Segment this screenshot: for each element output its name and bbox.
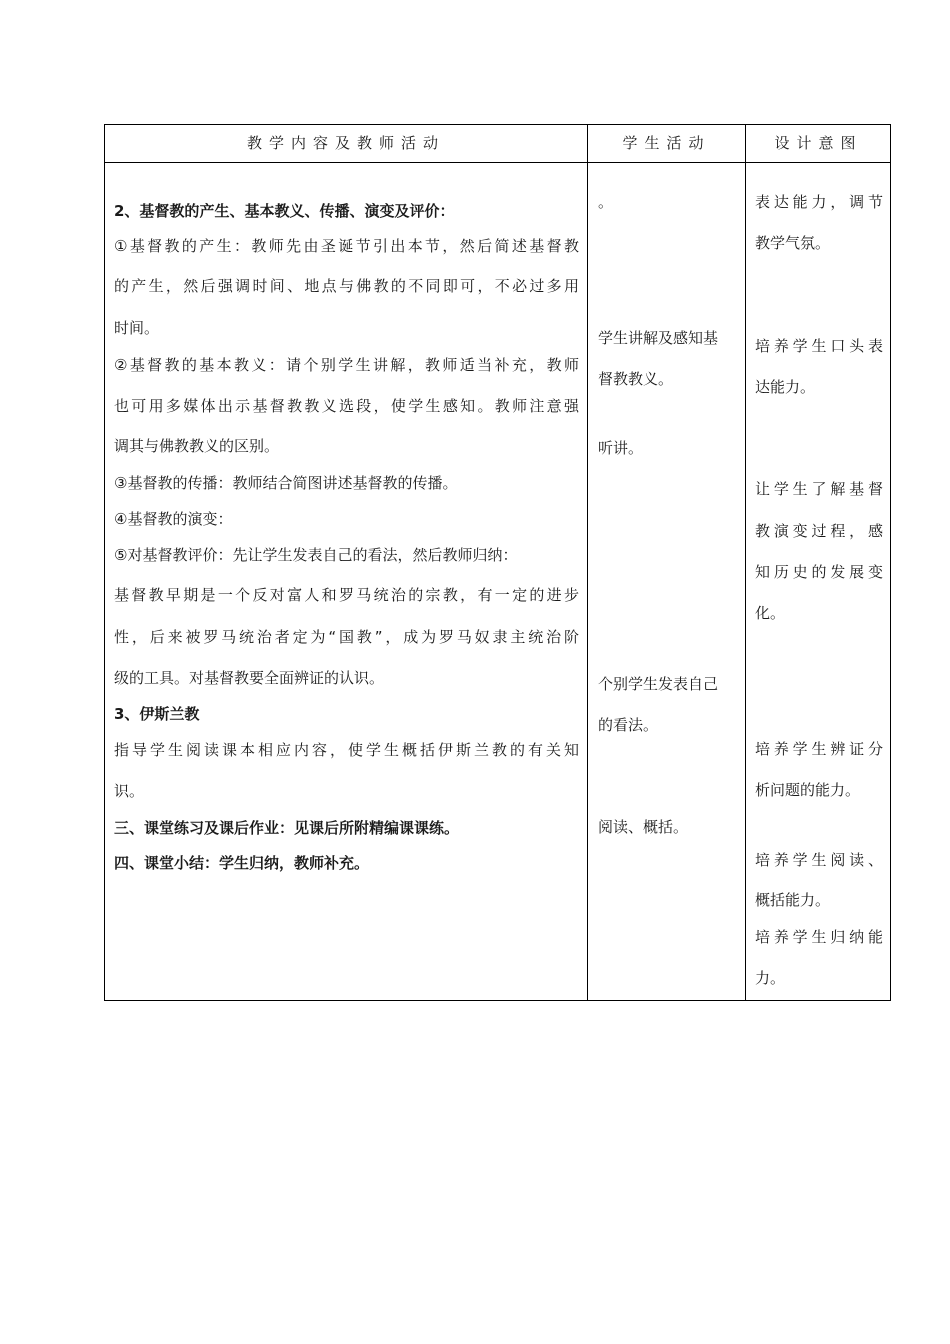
design-line: 知历史的发展变 [755, 563, 883, 581]
content-line: 也可用多媒体出示基督教教义选段，使学生感知。教师注意强 [114, 397, 579, 415]
section-heading: 三、课堂练习及课后作业：见课后所附精编课课练。 [114, 819, 460, 837]
design-line: 表达能力，调节 [755, 193, 883, 211]
content-line: 的产生，然后强调时间、地点与佛教的不同即可，不必过多用 [114, 277, 579, 295]
content-line: 调其与佛教教义的区别。 [114, 437, 280, 455]
section-heading: 四、课堂小结：学生归纳，教师补充。 [114, 854, 370, 872]
student-line: 阅读、概括。 [598, 818, 689, 836]
content-line: 级的工具。对基督教要全面辨证的认识。 [114, 669, 385, 687]
design-line: 培养学生辨证分 [755, 740, 883, 758]
header-student-activities: 学生活动 [622, 134, 711, 152]
content-line: ②基督教的基本教义：请个别学生讲解，教师适当补充，教师 [114, 356, 579, 374]
header-design-intent: 设计意图 [774, 134, 863, 152]
design-line: 教演变过程，感 [755, 522, 883, 540]
design-line: 达能力。 [755, 378, 816, 396]
student-line: 的看法。 [598, 716, 659, 734]
lesson-plan-table [104, 124, 891, 1001]
design-line: 培养学生阅读、 [755, 851, 883, 869]
student-line: 听讲。 [598, 439, 644, 457]
header-divider [105, 162, 890, 163]
content-line: 指导学生阅读课本相应内容，使学生概括伊斯兰教的有关知 [114, 741, 579, 759]
design-line: 析问题的能力。 [755, 781, 861, 799]
column-divider [587, 125, 588, 1000]
section-heading: 3、伊斯兰教 [114, 705, 200, 723]
content-line: ④基督教的演变： [114, 510, 233, 528]
design-line: 培养学生口头表 [755, 337, 883, 355]
student-line: 个别学生发表自己 [598, 675, 719, 693]
content-line: 时间。 [114, 319, 160, 337]
design-line: 力。 [755, 969, 786, 987]
header-content-activities: 教学内容及教师活动 [246, 134, 445, 152]
content-line: 性，后来被罗马统治者定为“国教”，成为罗马奴隶主统治阶 [114, 628, 579, 646]
design-line: 概括能力。 [755, 891, 831, 909]
column-divider [745, 125, 746, 1000]
content-line: 基督教早期是一个反对富人和罗马统治的宗教，有一定的进步 [114, 586, 579, 604]
section-heading: 2、基督教的产生、基本教义、传播、演变及评价： [114, 202, 455, 220]
content-line: ③基督教的传播：教师结合简图讲述基督教的传播。 [114, 474, 458, 492]
design-line: 让学生了解基督 [755, 480, 883, 498]
content-line: ①基督教的产生：教师先由圣诞节引出本节，然后简述基督教 [114, 237, 579, 255]
design-line: 教学气氛。 [755, 234, 831, 252]
content-line: ⑤对基督教评价：先让学生发表自己的看法，然后教师归纳： [114, 546, 518, 564]
design-line: 培养学生归纳能 [755, 928, 883, 946]
student-line: 。 [598, 193, 614, 211]
content-line: 识。 [114, 782, 145, 800]
student-line: 督教教义。 [598, 370, 674, 388]
student-line: 学生讲解及感知基 [598, 329, 719, 347]
design-line: 化。 [755, 604, 786, 622]
